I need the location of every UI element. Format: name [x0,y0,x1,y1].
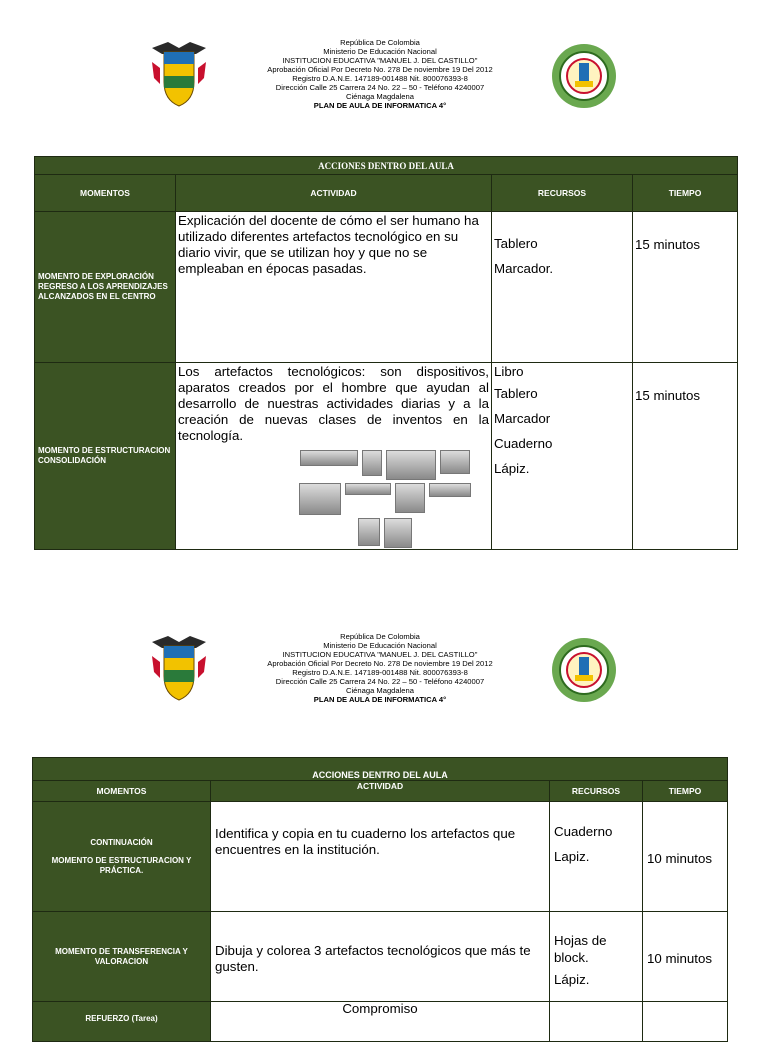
table-row [33,1002,728,1042]
recursos-cell [492,212,633,363]
recurso-item: Tablero [494,236,538,251]
column-header: MOMENTOS [33,781,211,802]
actions-table-2 [32,757,728,1042]
recurso-item: Lápiz. [554,971,590,987]
momento-label: MOMENTO DE ESTRUCTURACION Y PRÁCTICA. [51,855,192,875]
header-line: República De Colombia [340,632,420,641]
actividad-cell: Explicación del docente de cómo el ser humano ha utilizado diferentes artefactos tecnológico en su diario vivir, que se utilizan hoy y que no se empleaban en épocas pasadas. [176,212,492,363]
recurso-item: Lápiz. [494,461,530,476]
table-row [35,212,738,363]
header-line: Aprobación Oficial Por Decreto No. 278 De noviembre 19 Del 2012 [267,65,493,74]
column-header: ACTIVIDAD [176,175,492,212]
header-line: INSTITUCION EDUCATIVA "MANUEL J. DEL CASTILLO" [282,56,478,65]
table-row [33,802,728,912]
table-title: ACCIONES DENTRO DEL AULA [35,157,738,175]
header-line: Dirección Calle 25 Carrera 24 No. 22 – 50 - Teléfono 4240007 [275,83,485,92]
header-line: Ciénaga Magdalena [346,92,414,101]
actividad-cell: Compromiso [211,1002,550,1042]
recurso-item: Marcador. [494,261,554,276]
momento-cell: MOMENTO DE ESTRUCTURACION CONSOLIDACIÓN [35,363,176,550]
column-header: TIEMPO [633,175,738,212]
momento-cell: MOMENTO DE EXPLORACIÓN REGRESO A LOS APRENDIZAJES ALCANZADOS EN EL CENTRO [35,212,176,363]
tiempo-cell: 15 minutos [633,363,738,550]
column-header: RECURSOS [550,781,643,802]
table-row [33,912,728,1002]
header-line: Registro D.A.N.E. 147189-001488 Nit. 800076393-8 [292,74,468,83]
momento-cell: REFUERZO (Tarea) [33,1002,211,1042]
recurso-item: Hojas de block. [554,932,607,965]
header-line: Ciénaga Magdalena [346,686,414,695]
recurso-item: Marcador [494,411,551,426]
actividad-text: Los artefactos tecnológicos: son dispositivos, aparatos creados por el hombre que ayudan al desarrollo de nuestras actividades diarias y a la creación de nuevas clases de inventos en la tecnología. [178,364,489,443]
tiempo-cell: 10 minutos [643,802,728,912]
column-header: ACTIVIDAD [211,781,550,802]
header-line: Dirección Calle 25 Carrera 24 No. 22 – 50 - Teléfono 4240007 [275,677,485,686]
recurso-item: Libro [494,364,524,379]
tiempo-cell: 10 minutos [643,912,728,1002]
actions-table-1 [34,156,738,550]
colombia-coat-of-arms-icon [148,632,210,702]
column-header: RECURSOS [492,175,633,212]
header-line: Ministerio De Educación Nacional [323,47,437,56]
actividad-cell [176,363,492,550]
header-line: Registro D.A.N.E. 147189-001488 Nit. 800076393-8 [292,668,468,677]
actividad-cell: Dibuja y colorea 3 artefactos tecnológicos que más te gusten. [211,912,550,1002]
recursos-cell [492,363,633,550]
recurso-item: Cuaderno [494,436,553,451]
plan-title: PLAN DE AULA DE INFORMATICA 4° [313,101,447,110]
tiempo-cell: 15 minutos [633,212,738,363]
recursos-cell [550,912,643,1002]
tiempo-cell [643,1002,728,1042]
recursos-cell [550,1002,643,1042]
momento-continuacion: CONTINUACIÓN [90,837,153,847]
recursos-cell [550,802,643,912]
recurso-item: Lapiz. [554,849,590,864]
momento-cell: MOMENTO DE TRANSFERENCIA Y VALORACION [33,912,211,1002]
actividad-cell: Identifica y copia en tu cuaderno los artefactos que encuentres en la institución. [211,802,550,912]
header-line: INSTITUCION EDUCATIVA "MANUEL J. DEL CASTILLO" [282,650,478,659]
table-row [35,363,738,550]
school-seal-icon [549,635,619,705]
recurso-item: Cuaderno [554,824,613,839]
column-header: TIEMPO [643,781,728,802]
column-header: MOMENTOS [35,175,176,212]
momento-cell [33,802,211,912]
recurso-item: Tablero [494,386,538,401]
table-title: ACCIONES DENTRO DEL AULA [33,758,728,781]
header-line: Aprobación Oficial Por Decreto No. 278 De noviembre 19 Del 2012 [267,659,493,668]
plan-title: PLAN DE AULA DE INFORMATICA 4° [313,695,447,704]
school-seal-icon [549,41,619,111]
header-line: República De Colombia [340,38,420,47]
colombia-coat-of-arms-icon [148,38,210,108]
header-line: Ministerio De Educación Nacional [323,641,437,650]
appliances-image [290,450,480,548]
